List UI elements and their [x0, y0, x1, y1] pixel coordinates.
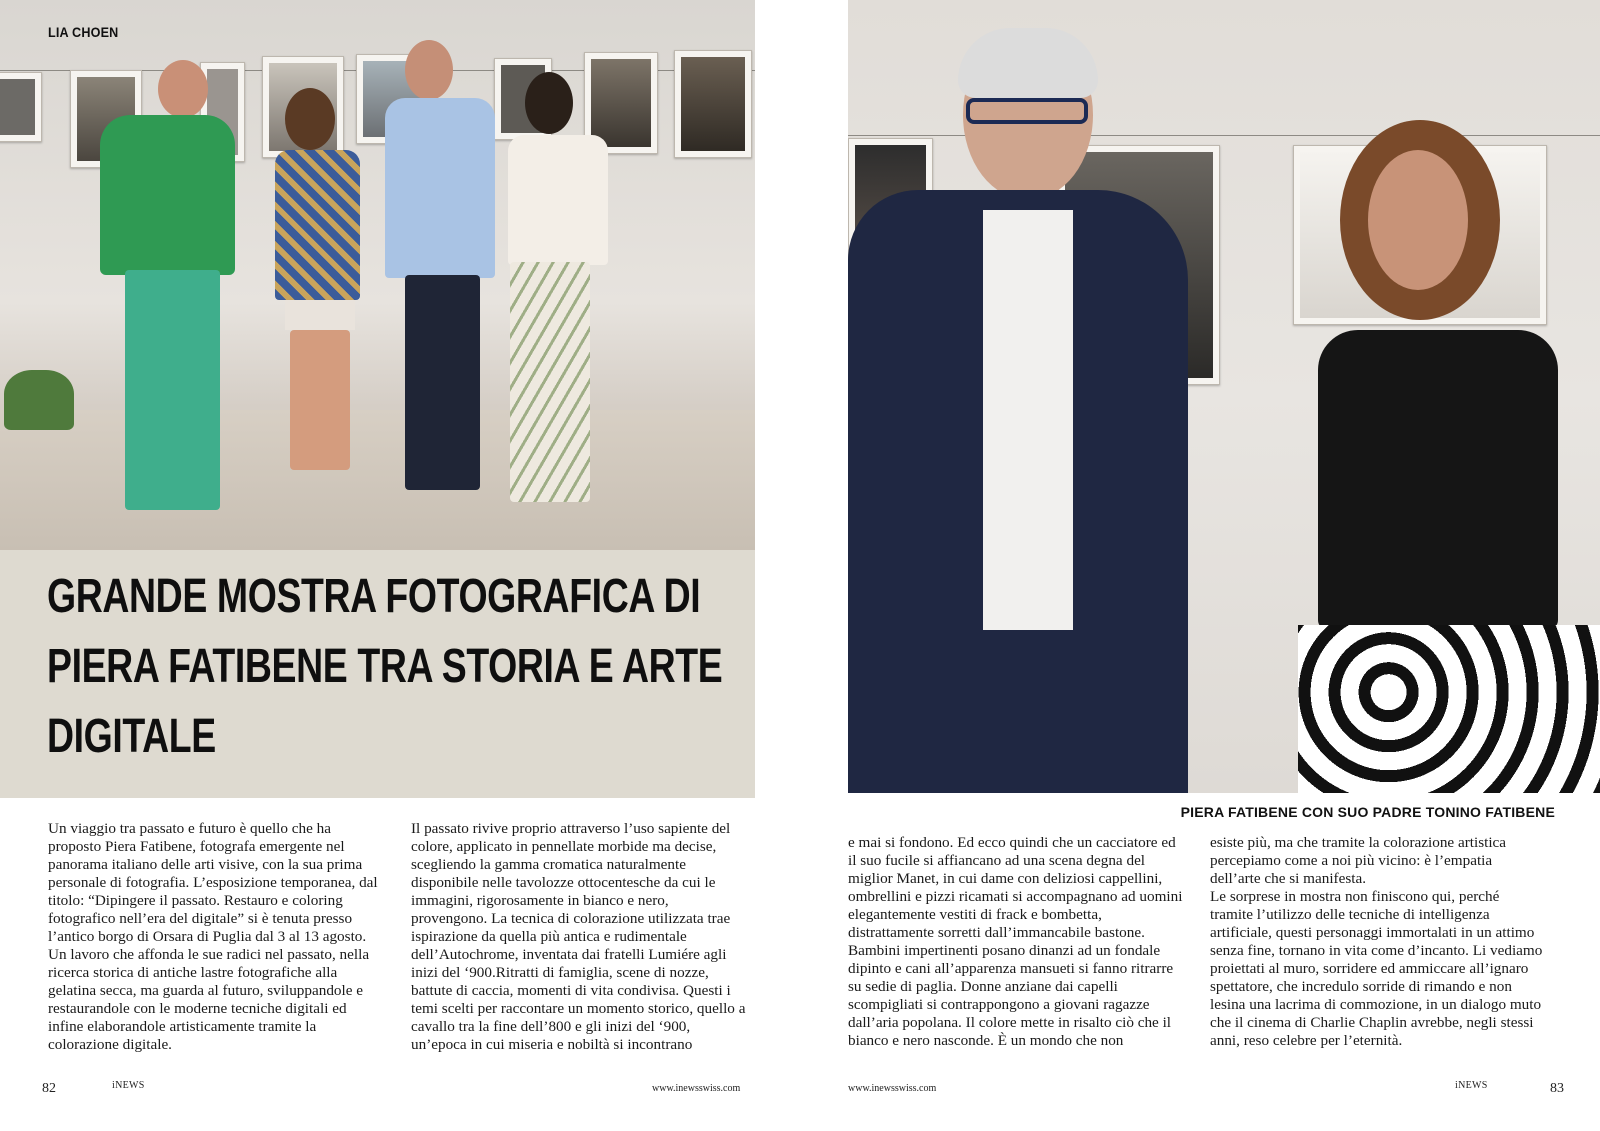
person-shorts — [285, 300, 355, 330]
author-byline: LIA CHOEN — [48, 24, 119, 40]
person-legs — [510, 262, 590, 502]
article-column-3 — [848, 834, 1186, 1050]
person-legs — [125, 270, 220, 510]
website-url-left[interactable]: www.inewsswiss.com — [652, 1083, 741, 1094]
paragraph: Le sorprese in mostra non finiscono qui, perché tramite l’utilizzo delle tecniche di intelligenza artificiale, questi personaggi immortalati in un attimo senza fine, tornano in vita come d’incanto. Li vediamo proiettati al muro, sorridere ed ammiccare all’ignaro spettatore, che incredulo sorride di rimando e non lesina una lacrima di commozione, in un dialogo muto che il cinema di Charlie Chaplin avrebbe, negli stessi anni, reso celebre per l’eternità. — [1210, 888, 1543, 1049]
publication-name-right: iNEWS — [1455, 1080, 1488, 1091]
person-torso — [508, 135, 608, 265]
person-head — [1368, 150, 1468, 290]
person-hair — [958, 28, 1098, 98]
person-torso — [100, 115, 235, 275]
paragraph: Un viaggio tra passato e futuro è quello che ha proposto Piera Fatibene, fotografa emergente nel panorama italiano delle arti visive, con la sua prima personale di fotografia. L’esposizione temporanea, dal titolo: “Dipingere il passato. Restauro e coloring fotografico nell’era del digitale” si è tenuta presso l’antico borgo di Orsara di Puglia dal 3 al 13 agosto. Un lavoro che affonda le sue radici nel passato, nella ricerca storica di antiche lastre fotografiche alla gelatina secca, ma guarda al futuro, sviluppandole e restaurandole con le moderne tecniche digitali ed infine elaborandole artisticamente tramite la colorazione digitale. — [48, 820, 378, 1053]
paragraph: esiste più, ma che tramite la colorazione artistica percepiamo come a noi più vicino: è l’empatia dell’arte che si manifesta. — [1210, 834, 1507, 887]
person-head — [405, 40, 453, 100]
floor — [0, 410, 755, 550]
article-headline: GRANDE MOSTRA FOTOGRAFICA DI PIERA FATIBENE TRA STORIA E ARTE DIGITALE — [47, 570, 723, 763]
potted-plant — [4, 370, 74, 430]
website-url-right[interactable]: www.inewsswiss.com — [848, 1083, 937, 1094]
person-legs — [405, 275, 480, 490]
hung-photograph — [0, 72, 42, 142]
article-column-2 — [411, 820, 746, 1054]
person-skirt — [1298, 625, 1600, 793]
person-head — [158, 60, 208, 118]
person-head — [525, 72, 573, 134]
person-shirt — [983, 210, 1073, 630]
paragraph: Il passato rivive proprio attraverso l’uso sapiente del colore, applicato in pennellate morbide ma decise, scegliendo la gamma cromatica naturalmente disponibile nelle tavolozze ottocentesche da cui le immagini, rigorosamente in bianco e nero, provengono. La tecnica di colorazione utilizzata trae ispirazione da quella più antica e rudimentale dell’Autochrome, inventata dai fratelli Lumiére agli inizi del ‘900.Ritratti di famiglia, scene di nozze, battute di caccia, momenti di vita condivisa. Questi i temi scelti per raccontare un momento storico, quello a cavallo tra la fine dell’800 e gli inizi del ‘900, un’epoca in cui miseria e nobiltà si incontrano — [411, 820, 746, 1053]
page-number-left: 82 — [42, 1081, 56, 1096]
exhibition-group-photo — [0, 0, 755, 550]
publication-name-left: iNEWS — [112, 1080, 145, 1091]
page-number-right: 83 — [1550, 1081, 1564, 1096]
hanging-wire — [848, 135, 1600, 136]
person-top — [1318, 330, 1558, 630]
person-head — [285, 88, 335, 150]
person-torso — [275, 150, 360, 300]
person-glasses — [966, 98, 1088, 124]
portrait-photo — [848, 0, 1600, 793]
person-legs — [290, 330, 350, 470]
article-column-1 — [48, 820, 380, 1054]
person-torso — [385, 98, 495, 278]
hung-photograph — [674, 50, 752, 158]
article-column-4 — [1210, 834, 1545, 1050]
photo-caption: PIERA FATIBENE CON SUO PADRE TONINO FATIBENE — [1180, 804, 1555, 820]
paragraph: e mai si fondono. Ed ecco quindi che un cacciatore ed il suo fucile si affiancano ad una scena degna del miglior Manet, in cui dame con deliziosi cappellini, ombrellini e pizzi ricamati si accompagnano ad uomini elegantemente vestiti di frack e bombetta, distrattamente sorretti dall’immancabile bastone. Bambini impertinenti posano dinanzi ad un fondale dipinto e cani all’apparenza mansueti si fanno ritrarre su sedie di paglia. Donne anziane dai capelli scompigliati si contrappongono a giovani ragazze dall’aria popolana. Il colore mette in risalto ciò che il bianco e nero nasconde. È un mondo che non — [848, 834, 1183, 1049]
